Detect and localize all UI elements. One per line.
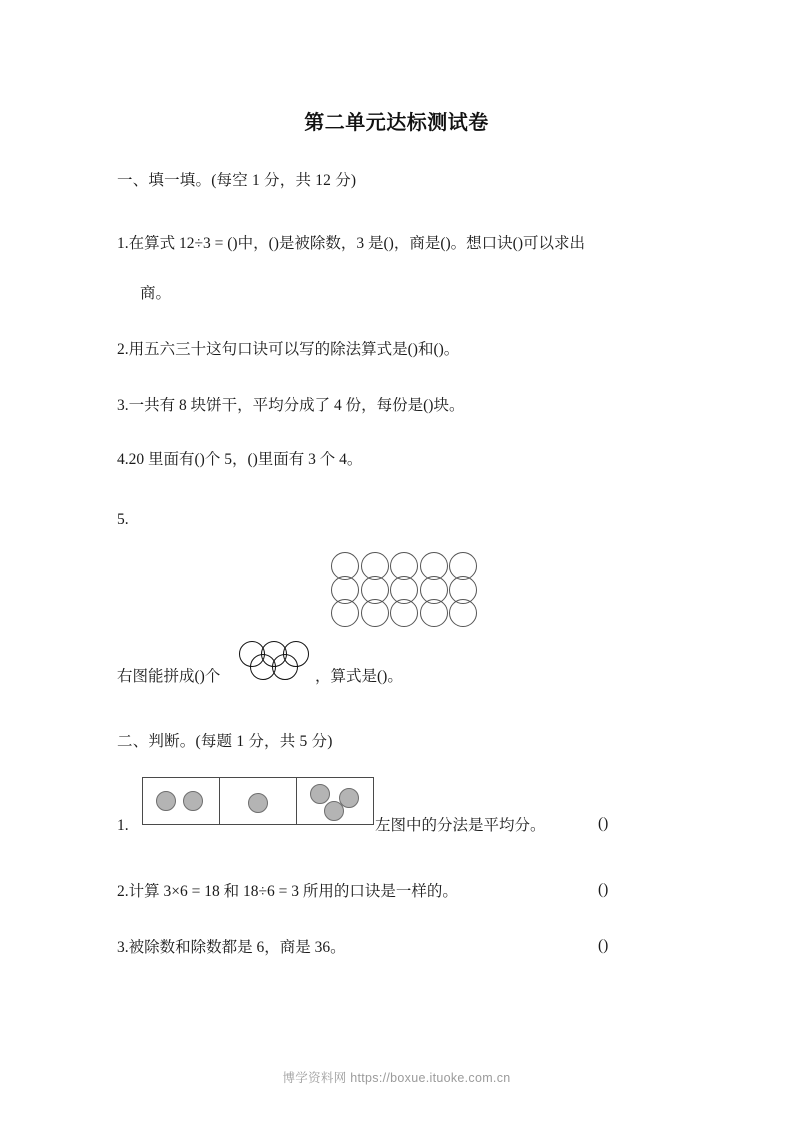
question-1-5-prefix: 右图能拼成()个 (117, 668, 221, 685)
question-2-1-answer-blank[interactable]: () (598, 815, 609, 832)
question-2-1-text: 左图中的分法是平均分。 (375, 817, 546, 834)
question-1-5-suffix: ，算式是()。 (315, 668, 403, 685)
partition-cell-3 (297, 778, 373, 824)
section-heading-fill-in: 一、填一填。(每空 1 分，共 12 分) (117, 172, 357, 189)
page-title: 第二单元达标测试卷 (304, 112, 489, 134)
footer-watermark: 博学资料网 https://boxue.ituoke.com.cn (282, 1071, 511, 1085)
cluster-circle (272, 654, 298, 680)
question-2-1-marker: 1. (117, 817, 129, 834)
dot (324, 801, 344, 821)
olympic-ring-cluster-figure (239, 641, 313, 681)
question-2-3-answer-blank[interactable]: () (598, 937, 609, 954)
question-1-2: 2.用五六三十这句口诀可以写的除法算式是()和()。 (117, 341, 460, 358)
question-1-1-line1: 1.在算式 12÷3 = ()中，()是被除数，3 是()，商是()。想口诀()可以求出 (117, 235, 585, 252)
question-1-5-marker: 5. (117, 511, 129, 528)
question-1-4: 4.20 里面有()个 5，()里面有 3 个 4。 (117, 451, 363, 468)
grid-circle (449, 599, 477, 627)
dot (248, 793, 268, 813)
question-2-2: 2.计算 3×6 = 18 和 18÷6 = 3 所用的口诀是一样的。 (117, 883, 458, 900)
circle-grid-figure (331, 552, 479, 623)
dot (310, 784, 330, 804)
partition-cell-1 (143, 778, 220, 824)
dot (156, 791, 176, 811)
dot (183, 791, 203, 811)
question-2-2-answer-blank[interactable]: () (598, 881, 609, 898)
grid-circle (331, 599, 359, 627)
grid-circle (420, 599, 448, 627)
partition-box-figure (142, 777, 374, 825)
question-1-1-line2: 商。 (140, 285, 172, 302)
section-heading-true-false: 二、判断。(每题 1 分，共 5 分) (117, 733, 333, 750)
partition-cell-2 (220, 778, 297, 824)
grid-circle (361, 599, 389, 627)
question-1-3: 3.一共有 8 块饼干，平均分成了 4 份，每份是()块。 (117, 397, 465, 414)
grid-circle (390, 599, 418, 627)
question-2-3: 3.被除数和除数都是 6，商是 36。 (117, 939, 346, 956)
